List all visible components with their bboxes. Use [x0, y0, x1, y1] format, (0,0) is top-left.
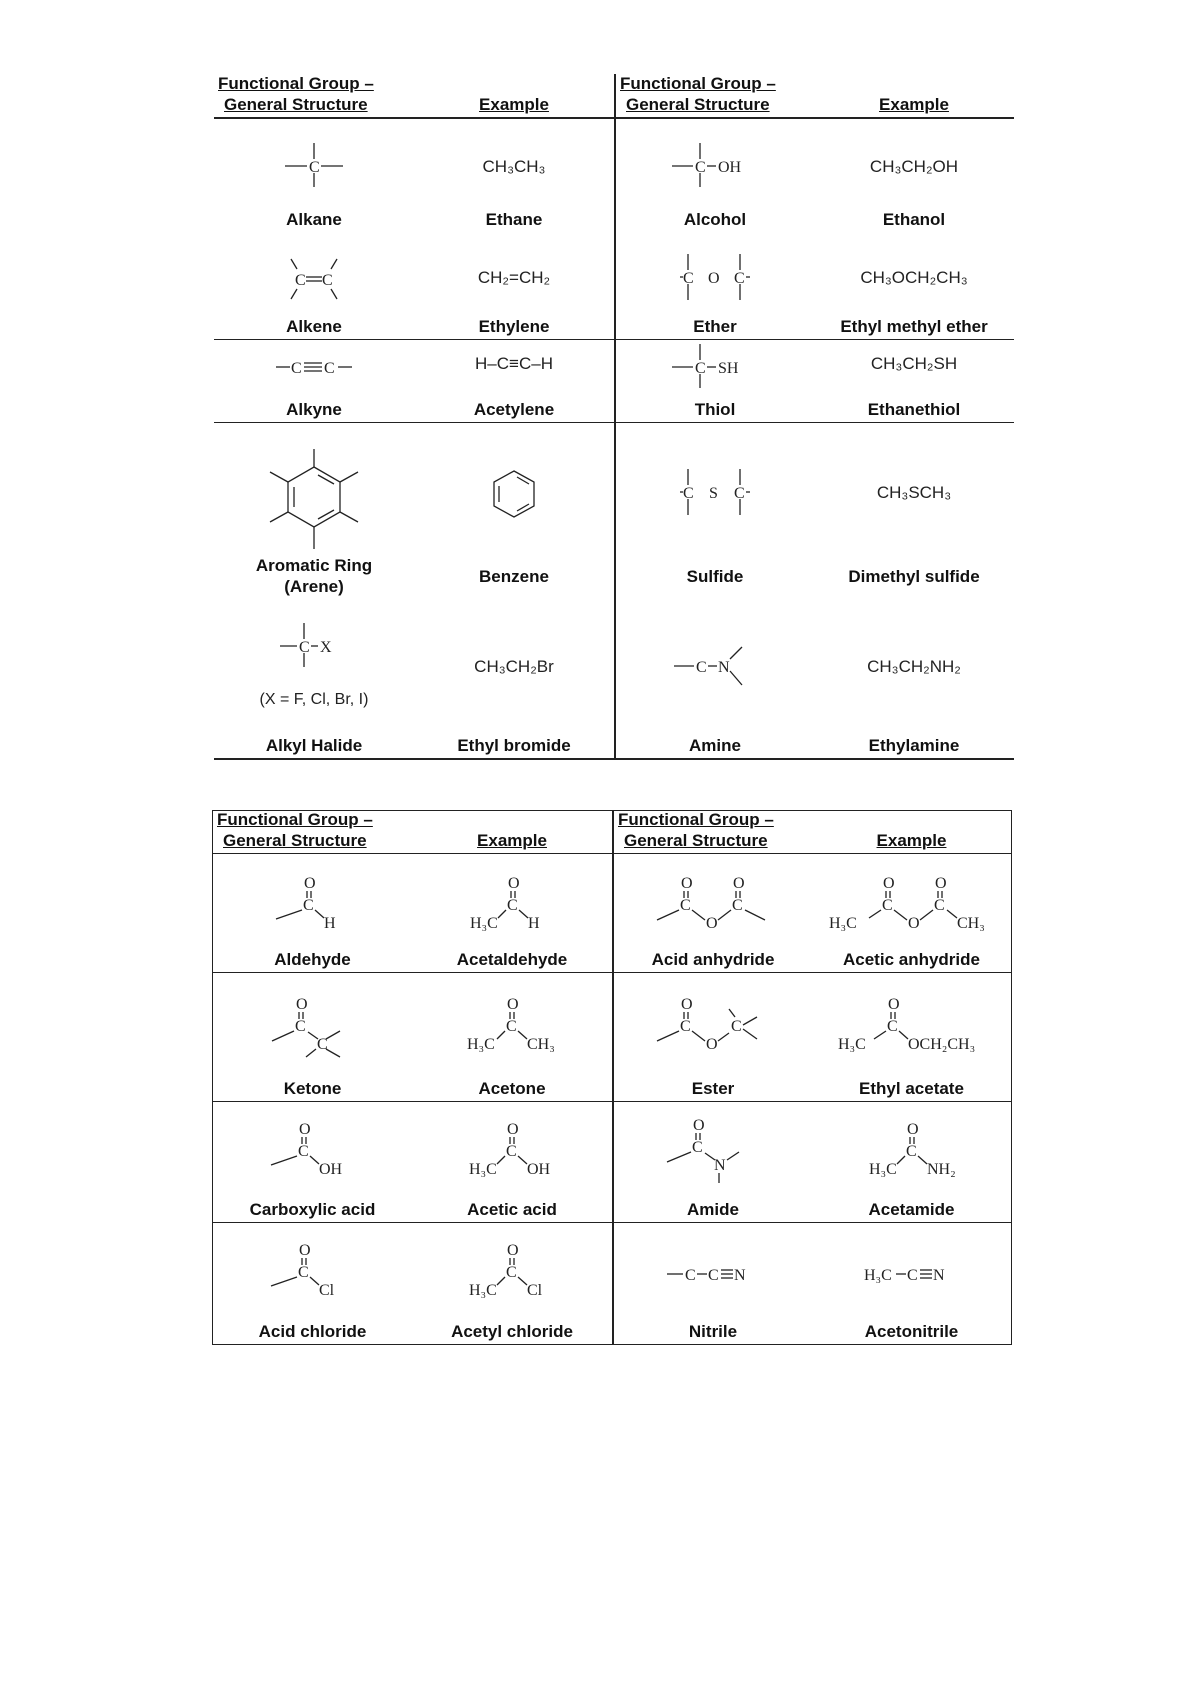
example-name: Acetyl chloride	[451, 1322, 573, 1341]
example-formula: CH₂=CH₂	[477, 268, 551, 287]
group-name: Alcohol	[683, 210, 747, 229]
svg-text:N: N	[734, 1267, 746, 1284]
svg-text:C: C	[291, 360, 302, 377]
amide-structure	[663, 1116, 763, 1186]
header-line: Example	[876, 831, 947, 850]
ester-structure-cell	[612, 973, 812, 1102]
svg-text:O: O	[508, 875, 520, 892]
svg-text:O: O	[887, 996, 900, 1013]
svg-text:C: C	[685, 1267, 696, 1284]
header-example-1	[414, 74, 614, 119]
acetamide-example-cell	[812, 1102, 1011, 1223]
acetaldehyde-example-cell	[412, 854, 612, 973]
group-name: Ketone	[283, 1079, 342, 1098]
svg-text:H₃C: H₃C	[828, 915, 857, 932]
svg-text:O: O	[934, 875, 947, 892]
alcohol-structure-cell	[614, 119, 814, 232]
svg-text:O: O	[681, 996, 693, 1013]
group-name: Carboxylic acid	[249, 1200, 376, 1219]
svg-text:C: C	[506, 1264, 517, 1281]
svg-text:C: C	[680, 1018, 691, 1035]
group-name: Aldehyde	[274, 950, 351, 969]
acetaldehyde-structure	[462, 874, 562, 934]
svg-text:C: C	[316, 1036, 328, 1053]
svg-text:C: C	[506, 1018, 517, 1035]
group-name: Sulfide	[686, 567, 744, 586]
svg-text:CH₃: CH₃	[527, 1036, 555, 1053]
svg-text:O: O	[882, 875, 895, 892]
group-name: Ester	[691, 1079, 735, 1098]
svg-text:O: O	[298, 1242, 311, 1259]
example-formula: CH₃CH₂NH₂	[867, 657, 961, 676]
example-formula: CH₃CH₂SH	[870, 354, 958, 373]
alkyl-halide-structure	[274, 621, 354, 671]
group-name: Ether	[693, 317, 737, 336]
svg-text:H₃C: H₃C	[469, 1282, 497, 1299]
svg-text:C: C	[881, 897, 893, 914]
alkyne-structure	[274, 352, 354, 382]
group-name: Thiol	[694, 400, 736, 419]
group-name: Acid anhydride	[651, 950, 775, 969]
svg-text:C: C	[299, 639, 310, 656]
acetonitrile-structure	[862, 1259, 962, 1289]
svg-text:C: C	[322, 272, 333, 289]
acetone-structure	[457, 995, 567, 1055]
header-general-structure-2	[614, 74, 814, 119]
acid-chloride-structure-cell	[213, 1223, 412, 1344]
alkane-structure	[279, 141, 349, 191]
svg-text:OCH₂CH₃: OCH₂CH₃	[907, 1036, 975, 1053]
example-formula: H–C≡C–H	[475, 354, 553, 373]
header-general-structure-1	[214, 74, 414, 119]
svg-text:H₃C: H₃C	[837, 1036, 866, 1053]
svg-text:OH: OH	[718, 159, 742, 176]
header-line: General Structure	[624, 831, 768, 850]
benzene-example-cell	[414, 423, 614, 599]
thiol-structure	[670, 342, 760, 392]
svg-text:O: O	[298, 1121, 311, 1138]
svg-text:C: C	[680, 897, 691, 914]
svg-text:C: C	[734, 270, 745, 287]
group-name: Alkyne	[286, 400, 342, 419]
svg-text:C: C	[695, 159, 706, 176]
thiol-structure-cell	[614, 340, 814, 423]
svg-text:OH: OH	[527, 1161, 551, 1178]
svg-text:O: O	[303, 875, 316, 892]
svg-text:C: C	[302, 897, 314, 914]
svg-text:C: C	[695, 360, 706, 377]
example-formula: CH₃CH₃	[482, 157, 546, 176]
svg-text:Cl: Cl	[527, 1282, 543, 1299]
example-formula: CH₃OCH₂CH₃	[860, 268, 968, 287]
svg-text:C: C	[324, 360, 335, 377]
example-name: Ethyl bromide	[457, 736, 571, 755]
acid-anhydride-structure-cell	[612, 854, 812, 973]
example-name: Ethyl methyl ether	[840, 317, 988, 336]
ethane-example-cell	[414, 119, 614, 232]
ketone-structure	[268, 995, 358, 1061]
amine-structure	[670, 641, 760, 691]
sulfide-structure	[670, 467, 760, 519]
header-line: General Structure	[224, 95, 368, 114]
svg-text:SH: SH	[718, 360, 739, 377]
example-name: Benzene	[479, 567, 549, 586]
header-line: Functional Group –	[620, 74, 776, 93]
header-line: Example	[479, 95, 549, 114]
example-formula: CH₃CH₂Br	[474, 657, 554, 676]
header-general-structure-1	[213, 811, 412, 854]
aldehyde-structure-cell	[213, 854, 412, 973]
group-name: Acid chloride	[258, 1322, 367, 1341]
svg-text:C: C	[309, 159, 320, 176]
acetone-example-cell	[412, 973, 612, 1102]
example-name: Acetaldehyde	[456, 950, 568, 969]
svg-text:O: O	[693, 1117, 705, 1134]
example-name: Ethane	[485, 210, 543, 229]
example-name: Ethyl acetate	[859, 1079, 964, 1098]
example-formula: CH₃SCH₃	[876, 483, 952, 502]
svg-text:C: C	[507, 897, 518, 914]
svg-text:C: C	[933, 897, 945, 914]
header-example-2	[814, 74, 1014, 119]
header-example-2	[812, 811, 1011, 854]
group-name: Alkene	[286, 317, 342, 336]
example-name: Dimethyl sulfide	[848, 567, 980, 586]
svg-text:C: C	[683, 485, 694, 502]
example-name: Ethanethiol	[867, 400, 961, 419]
svg-text:C: C	[506, 1143, 517, 1160]
arene-structure-cell	[214, 423, 414, 599]
svg-text:O: O	[907, 915, 920, 932]
svg-text:O: O	[507, 996, 519, 1013]
sulfide-structure-cell	[614, 423, 814, 599]
svg-text:C: C	[906, 1267, 918, 1284]
ethanol-example-cell	[814, 119, 1014, 232]
alkane-structure-cell	[214, 119, 414, 232]
acetic-acid-structure	[457, 1120, 567, 1180]
svg-text:O: O	[706, 1036, 718, 1053]
acid-chloride-structure	[263, 1241, 363, 1301]
header-line: Example	[477, 831, 547, 850]
carboxylic-acid-structure	[263, 1120, 363, 1180]
svg-text:C: C	[708, 1267, 719, 1284]
svg-text:S: S	[709, 485, 718, 502]
svg-text:H₃C: H₃C	[469, 1161, 497, 1178]
header-line: Functional Group –	[217, 810, 373, 829]
svg-text:NH₂: NH₂	[926, 1161, 956, 1178]
example-name: Acetonitrile	[864, 1322, 959, 1341]
group-name: Amide	[687, 1200, 739, 1219]
svg-text:CH₃: CH₃	[956, 915, 985, 932]
header-line: General Structure	[223, 831, 367, 850]
svg-text:O: O	[507, 1121, 519, 1138]
example-formula: CH₃CH₂OH	[869, 157, 959, 176]
header-general-structure-2	[612, 811, 812, 854]
svg-text:H₃C: H₃C	[470, 915, 498, 932]
arene-structure	[254, 445, 374, 555]
ethylene-example-cell	[414, 232, 614, 340]
ester-structure	[653, 995, 773, 1061]
ether-structure	[670, 252, 760, 304]
svg-text:H: H	[323, 915, 336, 932]
svg-text:O: O	[733, 875, 745, 892]
svg-text:N: N	[714, 1157, 726, 1174]
halogen-note: (X = F, Cl, Br, I)	[259, 691, 369, 708]
group-name: Amine	[689, 736, 741, 755]
carboxylic-acid-structure-cell	[213, 1102, 412, 1223]
svg-text:X: X	[320, 639, 332, 656]
alkyl-halide-structure-cell	[214, 599, 414, 758]
svg-text:C: C	[696, 659, 707, 676]
benzene-structure	[489, 467, 539, 521]
header-line: General Structure	[626, 95, 770, 114]
acetic-anhydride-structure	[827, 874, 997, 934]
svg-text:H₃C: H₃C	[868, 1161, 897, 1178]
header-line: Example	[879, 95, 949, 114]
acetonitrile-example-cell	[812, 1223, 1011, 1344]
header-example-1	[412, 811, 612, 854]
ethyl-acetate-structure	[832, 995, 992, 1055]
group-name	[214, 555, 414, 597]
svg-text:H: H	[528, 915, 540, 932]
acetyl-chloride-structure	[457, 1241, 567, 1301]
svg-text:C: C	[732, 897, 743, 914]
acid-anhydride-structure	[653, 874, 773, 934]
svg-text:Cl: Cl	[318, 1282, 334, 1299]
group-name-line2: (Arene)	[284, 577, 344, 596]
header-line: Functional Group –	[618, 810, 774, 829]
alkene-structure	[279, 254, 349, 304]
svg-text:C: C	[692, 1139, 703, 1156]
group-name: Alkyl Halide	[265, 736, 363, 755]
group-name: Alkane	[286, 210, 342, 229]
svg-text:C: C	[295, 272, 306, 289]
ethyl-bromide-example-cell	[414, 599, 614, 758]
svg-text:O: O	[295, 996, 308, 1013]
svg-text:N: N	[932, 1267, 945, 1284]
aldehyde-structure	[268, 874, 358, 934]
acetic-acid-example-cell	[412, 1102, 612, 1223]
example-name: Acetylene	[473, 400, 555, 419]
svg-text:C: C	[297, 1143, 309, 1160]
svg-text:O: O	[906, 1121, 919, 1138]
example-name: Acetamide	[868, 1200, 955, 1219]
svg-text:H₃C: H₃C	[863, 1267, 892, 1284]
amide-structure-cell	[612, 1102, 812, 1223]
example-name: Ethylene	[478, 317, 550, 336]
alkene-structure-cell	[214, 232, 414, 340]
ether-structure-cell	[614, 232, 814, 340]
svg-text:N: N	[718, 659, 730, 676]
alcohol-structure	[670, 141, 760, 191]
svg-text:O: O	[681, 875, 693, 892]
svg-text:C: C	[731, 1018, 742, 1035]
svg-text:OH: OH	[318, 1161, 342, 1178]
ethyl-acetate-example-cell	[812, 973, 1011, 1102]
svg-text:C: C	[297, 1264, 309, 1281]
example-name: Acetic acid	[467, 1200, 557, 1219]
svg-text:C: C	[905, 1143, 917, 1160]
ethanethiol-example-cell	[814, 340, 1014, 423]
acetamide-structure	[857, 1120, 967, 1180]
svg-text:O: O	[507, 1242, 519, 1259]
header-line: Functional Group –	[218, 74, 374, 93]
amine-structure-cell	[614, 599, 814, 758]
functional-groups-table-1	[214, 74, 1014, 760]
example-name: Ethylamine	[868, 736, 960, 755]
functional-groups-table-2	[212, 810, 1012, 1345]
alkyne-structure-cell	[214, 340, 414, 423]
nitrile-structure	[663, 1259, 763, 1289]
svg-text:C: C	[734, 485, 745, 502]
ethyl-methyl-ether-example-cell	[814, 232, 1014, 340]
svg-text:C: C	[886, 1018, 898, 1035]
svg-text:O: O	[706, 915, 718, 932]
dimethyl-sulfide-example-cell	[814, 423, 1014, 599]
group-name-line1: Aromatic Ring	[255, 556, 373, 575]
svg-text:C: C	[683, 270, 694, 287]
example-name: Acetone	[478, 1079, 546, 1098]
svg-text:C: C	[294, 1018, 306, 1035]
acetyl-chloride-example-cell	[412, 1223, 612, 1344]
svg-text:H₃C: H₃C	[467, 1036, 495, 1053]
acetic-anhydride-example-cell	[812, 854, 1011, 973]
ethylamine-example-cell	[814, 599, 1014, 758]
nitrile-structure-cell	[612, 1223, 812, 1344]
example-name: Ethanol	[882, 210, 946, 229]
group-name: Nitrile	[688, 1322, 738, 1341]
ketone-structure-cell	[213, 973, 412, 1102]
example-name: Acetic anhydride	[843, 950, 980, 969]
acetylene-example-cell	[414, 340, 614, 423]
svg-text:O: O	[708, 270, 720, 287]
